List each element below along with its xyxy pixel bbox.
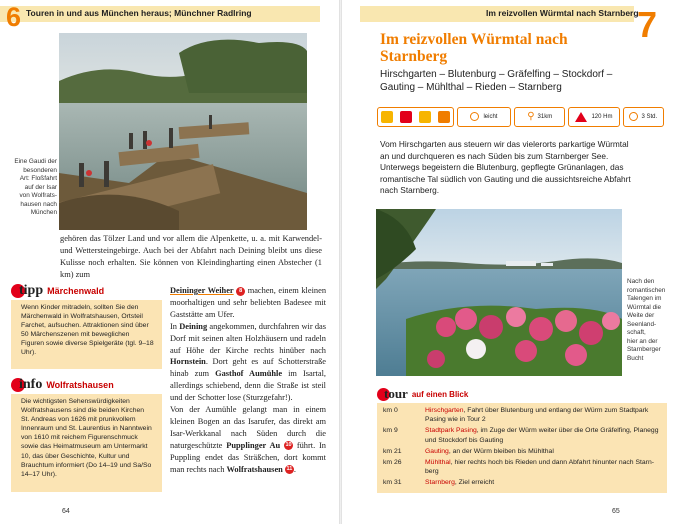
info-box-header bbox=[11, 376, 114, 394]
caption-line: Seenland- bbox=[627, 320, 657, 328]
left-body-column bbox=[170, 285, 326, 476]
tour-place: Starnberg bbox=[425, 479, 455, 487]
left-body-intro: gehören das Tölzer Land und vor allem die Alpenkette, u. a. mit Karwendel- und Wettersteingebirge. Auch bei der Abfahrt nach Deining bleibt uns diese Kulisse noch erhalten. Sie können von Kleindingharting einen Abstecher (1 km) zum bbox=[60, 234, 322, 279]
caption-line: besonderen bbox=[23, 166, 57, 174]
train-icon bbox=[400, 111, 412, 123]
left-header-title: Touren in und aus München heraus; Münchner Radlring bbox=[26, 8, 252, 18]
tour-table bbox=[377, 403, 667, 493]
tour-km: km 26 bbox=[383, 459, 402, 467]
chapter-number-right: 7 bbox=[637, 4, 658, 45]
left-photo-caption bbox=[2, 158, 57, 218]
place-pupplinger-au: Pupplinger Au bbox=[226, 440, 281, 450]
tour-row bbox=[383, 406, 661, 424]
tipp-box-header bbox=[11, 282, 104, 300]
body-text: Von der Aumühle gelangt man in einem kleinen Bogen an das Isarufer, das direkt am Isar-Werkkanal nach Süden durch die naturgeschützte bbox=[170, 405, 326, 450]
tour-intro: Vom Hirschgarten aus steuern wir das vielerorts parkartige Würmtal an und durchqueren es nach Süden bis zum Starnberger See. Unterwegs begeistern die Blutenburg, gepflegte Grünanlagen, das romantische Tal südlich von Gauting und die aussichtsreiche Abfahrt nach Starnberg. bbox=[380, 139, 631, 196]
tour-km: km 31 bbox=[383, 479, 402, 487]
caption-line: Würmtal die bbox=[627, 303, 662, 311]
tipp-title: Märchenwald bbox=[47, 286, 105, 296]
caption-line: Starnberger bbox=[627, 346, 661, 353]
tour-km: km 0 bbox=[383, 407, 398, 414]
body-text: machen, einem kleinen moorhaltigen und sehr beliebten Badesee mit Gaststätte am Ufer. bbox=[170, 286, 327, 319]
elevation-chip bbox=[568, 107, 619, 127]
caption-line: von Wolfrats- bbox=[19, 192, 57, 199]
body-text: angekommen, durchfahren wir das Dorf mit seinen alten Holzhäusern und radeln auf Höhe der Kirche rechts hinüber nach bbox=[170, 321, 326, 355]
tour-box-title: auf einen Blick bbox=[411, 389, 469, 399]
elevation-text: 120 Hm bbox=[591, 113, 613, 120]
place-wolfratshausen: Wolfratshausen bbox=[226, 464, 283, 474]
caption-line: schaft, bbox=[627, 329, 646, 336]
child-icon bbox=[438, 111, 450, 123]
caption-line: Weite der bbox=[627, 312, 655, 319]
tour-info-bar bbox=[377, 103, 667, 130]
tour-place: Stadtpark Pasing bbox=[425, 427, 477, 435]
tour-place: Gauting bbox=[425, 447, 449, 455]
right-photo-caption bbox=[627, 278, 677, 363]
tour-km: km 21 bbox=[383, 447, 402, 455]
tipp-box bbox=[11, 300, 162, 369]
caption-line: Art: Floßfahrt bbox=[19, 175, 57, 182]
tour-desc: und Stockdorf bis Gauting bbox=[425, 436, 504, 444]
tour-route: Hirschgarten – Blutenburg – Gräfelfing – Stockdorf – Gauting – Mühlthal – Rieden – Starnberg bbox=[380, 69, 613, 93]
place-deining: Deining bbox=[179, 321, 208, 331]
place-hornstein: Hornstein bbox=[170, 357, 206, 367]
tour-row bbox=[383, 447, 661, 456]
body-text: In bbox=[170, 321, 180, 331]
caption-line: hier an der bbox=[627, 337, 658, 345]
page-number-left: 64 bbox=[62, 508, 70, 515]
body-text: . bbox=[293, 464, 297, 474]
caption-line: auf der Isar bbox=[24, 183, 57, 191]
page-number-right: 65 bbox=[612, 508, 620, 515]
tour-desc: Pasing wie in Tour 2 bbox=[425, 416, 486, 424]
tipp-text: Wenn Kinder mitradeln, sollten Sie den Märchenwald in Wolfratshausen, Ortsteil Farchet, aufsuchen. Attraktionen sind über 50 Märchenszenen mit beweglichen Figuren sowie diverse Spielgeräte (tgl. 9–18 Uhr). bbox=[21, 304, 154, 357]
tour-place: Hirschgarten bbox=[425, 407, 464, 414]
distance-chip bbox=[514, 107, 565, 127]
place-gasthof: Gasthof Aumühle bbox=[215, 369, 283, 379]
tour-title: Im reizvollen Würmtal nach Starnberg bbox=[380, 31, 568, 65]
tour-row bbox=[383, 426, 661, 444]
body-text: . Dort geht es auf Schotterstraße hinab zum bbox=[170, 357, 326, 379]
tour-desc: , Fahrt über Blutenburg und entlang der Würm zum Stadtpark bbox=[463, 407, 649, 414]
caption-line: Eine Gaudi der bbox=[14, 158, 57, 165]
tour-desc: , Ziel erreicht bbox=[454, 479, 495, 487]
tour-desc: , an der Würm bleiben bis Mühlthal bbox=[448, 447, 554, 455]
tour-row bbox=[383, 458, 661, 476]
tour-keyword: tour bbox=[384, 386, 408, 401]
caption-line: Bucht bbox=[627, 354, 644, 362]
tour-desc: , hier rechts hoch bis Rieden und dann Abfahrt hinunter nach Starn- bbox=[450, 459, 654, 467]
duration-chip bbox=[623, 107, 664, 127]
tour-place: Mühlthal bbox=[425, 459, 451, 467]
map-marker-8: 8 bbox=[236, 287, 245, 296]
tour-desc: berg bbox=[425, 468, 439, 476]
clock-icon bbox=[629, 112, 638, 121]
difficulty-text: leicht bbox=[483, 113, 498, 120]
info-text: Die wichtigsten Sehenswürdigkeiten Wolfratshausens sind die beiden Kirchen St. Andreas von 1626 mit prunkvollem Innenraum und St. Laurentius in Nanntwein von 1610 mit reichem Figurenschmuck sowie das Heimatmuseum am Untermarkt 10, das über Geschichte, Kultur und Brauchtum informiert (Do 14–19 und Sa/So 14–17 Uhr). bbox=[21, 398, 152, 478]
tipp-keyword: tipp bbox=[19, 283, 44, 298]
info-title: Wolfratshausen bbox=[46, 380, 114, 390]
lake-photo bbox=[376, 209, 622, 376]
caption-line: hausen nach bbox=[20, 200, 57, 208]
bike-rental-icon bbox=[419, 111, 431, 123]
difficulty-chip bbox=[457, 107, 511, 127]
amenity-icons bbox=[377, 107, 454, 127]
right-header-title: Im reizvollen Würmtal nach Starnberg bbox=[486, 8, 639, 18]
food-icon bbox=[381, 111, 393, 123]
info-box bbox=[11, 394, 162, 492]
tour-row bbox=[383, 478, 661, 487]
chapter-number-left: 6 bbox=[6, 2, 22, 32]
difficulty-icon bbox=[470, 112, 479, 121]
body-text: führt. In Puppling endet das Sträßchen, dort kommt man rechts nach bbox=[170, 440, 326, 474]
caption-line: Talengen im bbox=[627, 295, 662, 302]
caption-line: Nach den bbox=[627, 278, 655, 285]
mountain-icon bbox=[575, 112, 587, 122]
gutter bbox=[339, 0, 342, 524]
duration-text: 3 Std. bbox=[641, 113, 658, 120]
caption-line: München bbox=[30, 209, 57, 216]
raft-photo bbox=[59, 33, 307, 230]
map-marker-10: 10 bbox=[285, 442, 292, 449]
caption-line: romantischen bbox=[627, 286, 666, 294]
tour-km: km 9 bbox=[383, 427, 398, 435]
tour-box-header bbox=[377, 386, 468, 402]
tour-desc: , im Zuge der Würm weiter über die Orte Gräfelfing, Planegg bbox=[476, 427, 659, 435]
bicycle-icon: ⚲ bbox=[527, 111, 535, 122]
deininger-weiher-link: Deininger Weiher bbox=[170, 286, 234, 295]
distance-text: 31km bbox=[537, 113, 553, 120]
info-keyword: info bbox=[19, 377, 43, 392]
body-text: im Isartal, allerdings schiebend, denn die Straße ist steil und der Schotter lose (Sturzgefahr!). bbox=[170, 369, 326, 403]
map-marker-11: 11 bbox=[286, 466, 293, 473]
